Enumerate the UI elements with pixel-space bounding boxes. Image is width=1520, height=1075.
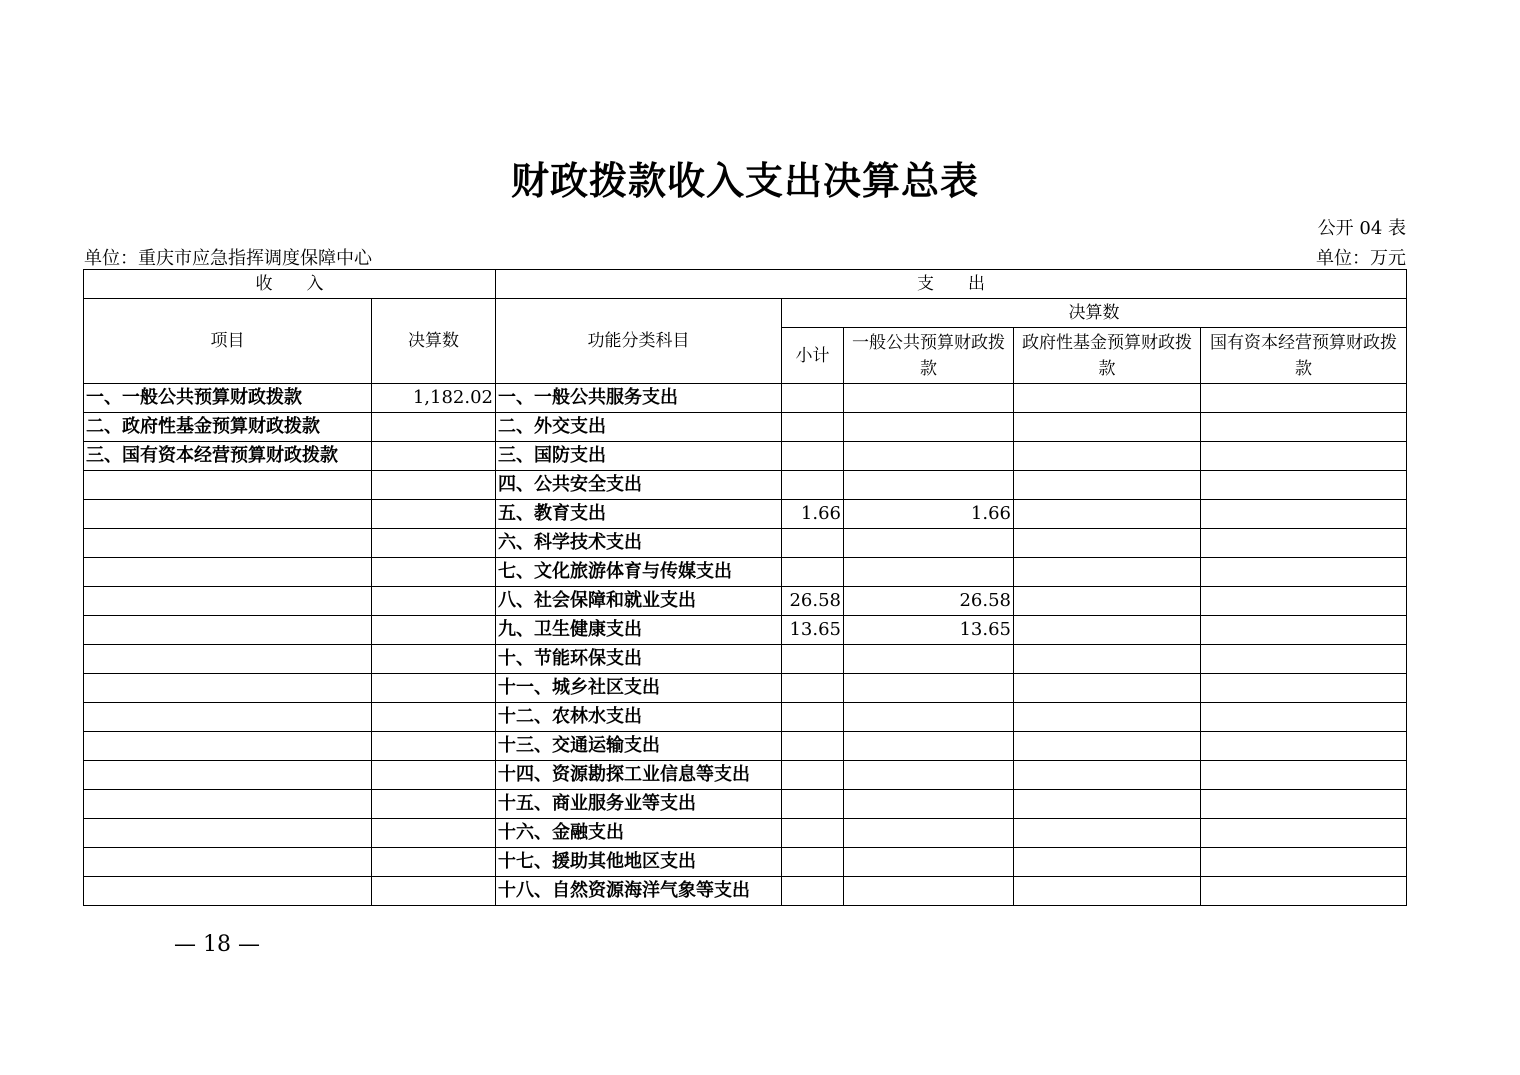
income-amount-cell [372,529,496,558]
item-header: 项目 [84,299,372,384]
subtotal-cell [782,529,844,558]
general-budget-cell [844,442,1014,471]
income-item-cell [84,877,372,906]
gov-fund-cell [1014,732,1201,761]
table-row [84,790,1407,819]
income-amount-cell [372,616,496,645]
gov-fund-cell [1014,587,1201,616]
gov-fund-cell [1014,674,1201,703]
func-class-cell: 十五、商业服务业等支出 [496,790,782,819]
income-item-cell [84,616,372,645]
income-amount-cell [372,471,496,500]
gov-fund-cell [1014,616,1201,645]
income-amount-cell: 1,182.02 [372,384,496,413]
subtotal-cell [782,877,844,906]
subtotal-cell: 1.66 [782,500,844,529]
func-class-cell: 十八、自然资源海洋气象等支出 [496,877,782,906]
table-row [84,819,1407,848]
state-capital-cell [1201,442,1407,471]
state-capital-cell [1201,790,1407,819]
state-capital-cell [1201,819,1407,848]
func-class-cell: 七、文化旅游体育与传媒支出 [496,558,782,587]
state-capital-cell [1201,413,1407,442]
currency-unit: 单位：万元 [1316,248,1406,269]
state-capital-cell [1201,529,1407,558]
func-class-cell: 五、教育支出 [496,500,782,529]
general-budget-cell [844,645,1014,674]
func-class-cell: 十七、援助其他地区支出 [496,848,782,877]
table-row [84,529,1407,558]
func-class-cell: 四、公共安全支出 [496,471,782,500]
income-amount-cell [372,500,496,529]
income-amount-cell [372,732,496,761]
budget-table [83,269,1407,906]
general-budget-cell [844,413,1014,442]
expense-header: 支 出 [496,270,1407,299]
general-budget-cell [844,848,1014,877]
income-amount-cell [372,819,496,848]
state-capital-cell [1201,645,1407,674]
func-class-cell: 十四、资源勘探工业信息等支出 [496,761,782,790]
income-amount-header: 决算数 [372,299,496,384]
income-item-cell [84,471,372,500]
state-capital-cell [1201,732,1407,761]
func-class-cell: 十三、交通运输支出 [496,732,782,761]
gov-fund-cell [1014,500,1201,529]
func-class-header: 功能分类科目 [496,299,782,384]
table-row [84,616,1407,645]
income-amount-cell [372,848,496,877]
page-title: 财政拨款收入支出决算总表 [510,158,979,203]
gov-fund-cell [1014,471,1201,500]
table-row [84,442,1407,471]
gov-fund-cell [1014,442,1201,471]
general-budget-cell: 13.65 [844,616,1014,645]
subtotal-cell [782,471,844,500]
income-item-cell [84,529,372,558]
general-budget-cell: 1.66 [844,500,1014,529]
subtotal-cell [782,558,844,587]
subtotal-cell [782,674,844,703]
gov-fund-cell [1014,877,1201,906]
gov-fund-cell [1014,529,1201,558]
subtotal-cell [782,442,844,471]
state-capital-cell [1201,761,1407,790]
func-class-cell: 二、外交支出 [496,413,782,442]
income-item-cell: 一、一般公共预算财政拨款 [84,384,372,413]
income-header: 收 入 [84,270,496,299]
income-amount-cell [372,790,496,819]
gov-fund-cell [1014,413,1201,442]
income-item-cell: 三、国有资本经营预算财政拨款 [84,442,372,471]
table-row [84,877,1407,906]
gov-fund-cell [1014,848,1201,877]
subtotal-cell [782,384,844,413]
state-capital-cell [1201,558,1407,587]
state-capital-cell [1201,384,1407,413]
subtotal-cell [782,819,844,848]
gov-fund-cell [1014,703,1201,732]
table-row [84,587,1407,616]
income-item-cell [84,819,372,848]
gov-fund-cell [1014,558,1201,587]
gov-fund-cell [1014,384,1201,413]
subtotal-cell [782,761,844,790]
table-row [84,761,1407,790]
income-amount-cell [372,703,496,732]
table-row [84,674,1407,703]
table-body [84,384,1407,906]
income-item-cell [84,790,372,819]
income-item-cell: 二、政府性基金预算财政拨款 [84,413,372,442]
general-budget-cell [844,558,1014,587]
general-budget-cell [844,471,1014,500]
income-amount-cell [372,674,496,703]
table-row [84,732,1407,761]
income-item-cell [84,674,372,703]
table-row [84,645,1407,674]
func-class-cell: 九、卫生健康支出 [496,616,782,645]
func-class-cell: 十、节能环保支出 [496,645,782,674]
func-class-cell: 一、一般公共服务支出 [496,384,782,413]
gov-fund-cell [1014,819,1201,848]
general-budget-cell [844,384,1014,413]
general-budget-cell [844,732,1014,761]
income-item-cell [84,732,372,761]
func-class-cell: 十一、城乡社区支出 [496,674,782,703]
state-capital-cell [1201,848,1407,877]
table-row [84,703,1407,732]
state-capital-header: 国有资本经营预算财政拨款 [1201,328,1407,384]
income-amount-cell [372,442,496,471]
income-item-cell [84,587,372,616]
state-capital-cell [1201,703,1407,732]
table-row [84,848,1407,877]
gov-fund-cell [1014,645,1201,674]
func-class-cell: 六、科学技术支出 [496,529,782,558]
table-row [84,558,1407,587]
income-item-cell [84,761,372,790]
table-row [84,471,1407,500]
func-class-cell: 十六、金融支出 [496,819,782,848]
subtotal-cell [782,732,844,761]
general-budget-header: 一般公共预算财政拨款 [844,328,1014,384]
general-budget-cell [844,529,1014,558]
final-amount-group-header: 决算数 [782,299,1407,328]
general-budget-cell [844,703,1014,732]
income-amount-cell [372,558,496,587]
general-budget-cell [844,761,1014,790]
subtotal-cell [782,790,844,819]
table-row [84,384,1407,413]
gov-fund-cell [1014,761,1201,790]
income-amount-cell [372,413,496,442]
income-item-cell [84,703,372,732]
income-item-cell [84,500,372,529]
state-capital-cell [1201,674,1407,703]
general-budget-cell [844,674,1014,703]
general-budget-cell [844,819,1014,848]
subtotal-cell [782,413,844,442]
subtotal-cell [782,848,844,877]
income-item-cell [84,645,372,674]
func-class-cell: 十二、农林水支出 [496,703,782,732]
reporting-unit: 单位：重庆市应急指挥调度保障中心 [84,248,372,269]
income-amount-cell [372,587,496,616]
income-amount-cell [372,645,496,674]
subtotal-header: 小计 [782,328,844,384]
state-capital-cell [1201,616,1407,645]
gov-fund-cell [1014,790,1201,819]
form-number: 公开 04 表 [1317,218,1406,239]
income-item-cell [84,558,372,587]
general-budget-cell: 26.58 [844,587,1014,616]
subtotal-cell: 13.65 [782,616,844,645]
income-amount-cell [372,877,496,906]
state-capital-cell [1201,500,1407,529]
subtotal-cell [782,703,844,732]
gov-fund-header: 政府性基金预算财政拨款 [1014,328,1201,384]
state-capital-cell [1201,587,1407,616]
subtotal-cell [782,645,844,674]
func-class-cell: 八、社会保障和就业支出 [496,587,782,616]
func-class-cell: 三、国防支出 [496,442,782,471]
general-budget-cell [844,790,1014,819]
income-amount-cell [372,761,496,790]
income-item-cell [84,848,372,877]
page-number: — 18 — [174,932,260,957]
table-row [84,413,1407,442]
table-row [84,500,1407,529]
subtotal-cell: 26.58 [782,587,844,616]
state-capital-cell [1201,877,1407,906]
general-budget-cell [844,877,1014,906]
state-capital-cell [1201,471,1407,500]
